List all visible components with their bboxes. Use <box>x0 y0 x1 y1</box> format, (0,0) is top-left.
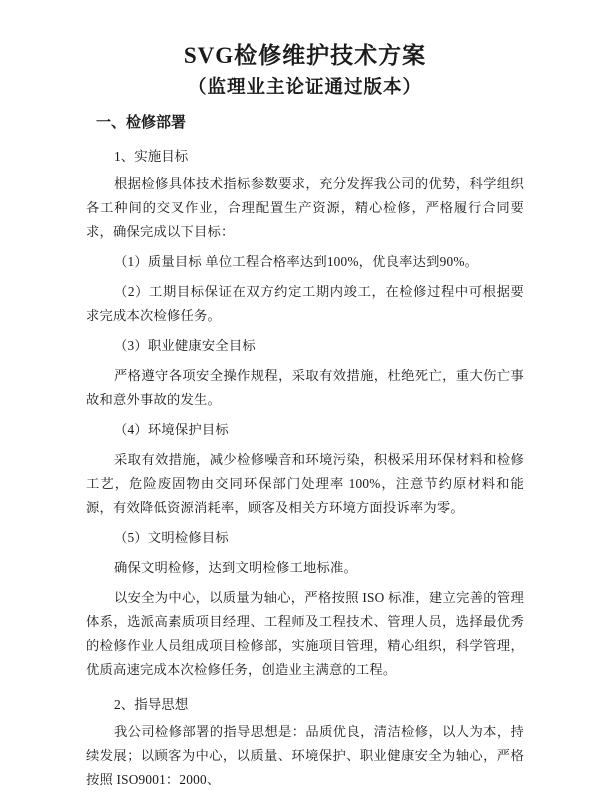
subsection-heading-guiding-thought: 2、指导思想 <box>114 697 189 712</box>
section-heading-deployment: 一、检修部署 <box>96 115 187 131</box>
paragraph-goals-intro: 根据检修具体技术指标参数要求，充分发挥我公司的优势，科学组织各工种间的交叉作业，合理配置生产资源，精心检修，严格履行合同要求，确保完成以下目标： <box>86 176 524 239</box>
paragraph-schedule-goal: （2）工期目标保证在双方约定工期内竣工，在检修过程中可根据要求完成本次检修任务。 <box>86 284 524 323</box>
document-title: SVG检修维护技术方案 <box>183 43 427 68</box>
paragraph-civil-text: 确保文明检修，达到文明检修工地标准。 <box>114 560 357 575</box>
paragraph-health-text: 严格遵守各项安全操作规程，采取有效措施，杜绝死亡，重大伤亡事故和意外事故的发生。 <box>86 368 524 407</box>
paragraph-quality-goal: （1）质量目标 单位工程合格率达到100%，优良率达到90%。 <box>114 254 479 269</box>
paragraph-guiding-thought: 我公司检修部署的指导思想是：品质优良，清洁检修，以人为本，持续发展；以顾客为中心，以质量、环境保护、职业健康安全为轴心，严格按照 ISO9001：2000、 <box>86 724 524 787</box>
paragraph-management-text: 以安全为中心，以质量为轴心，严格按照 ISO 标准，建立完善的管理体系，选派高素质项目经理、工程师及工程技术、管理人员，选择最优秀的检修作业人员组成项目检修部，实施项目管理，精心组织，科学管理，优质高速完成本次检修任务，创造业主满意的工程。 <box>86 590 524 677</box>
paragraph-env-heading: （4）环境保护目标 <box>114 422 229 437</box>
document-subtitle: （监理业主论证通过版本） <box>187 78 422 98</box>
paragraph-health-heading: （3）职业健康安全目标 <box>114 338 256 353</box>
paragraph-env-text: 采取有效措施，减少检修噪音和环境污染，积极采用环保材料和检修工艺，危险废固物由交同环保部门处理率 100%，注意节约原材料和能源，有效降低资源消耗率，顾客及相关方环境方面投诉率为零。 <box>86 452 524 515</box>
paragraph-civil-heading: （5）文明检修目标 <box>114 530 229 545</box>
subsection-heading-goals: 1、实施目标 <box>114 149 189 164</box>
